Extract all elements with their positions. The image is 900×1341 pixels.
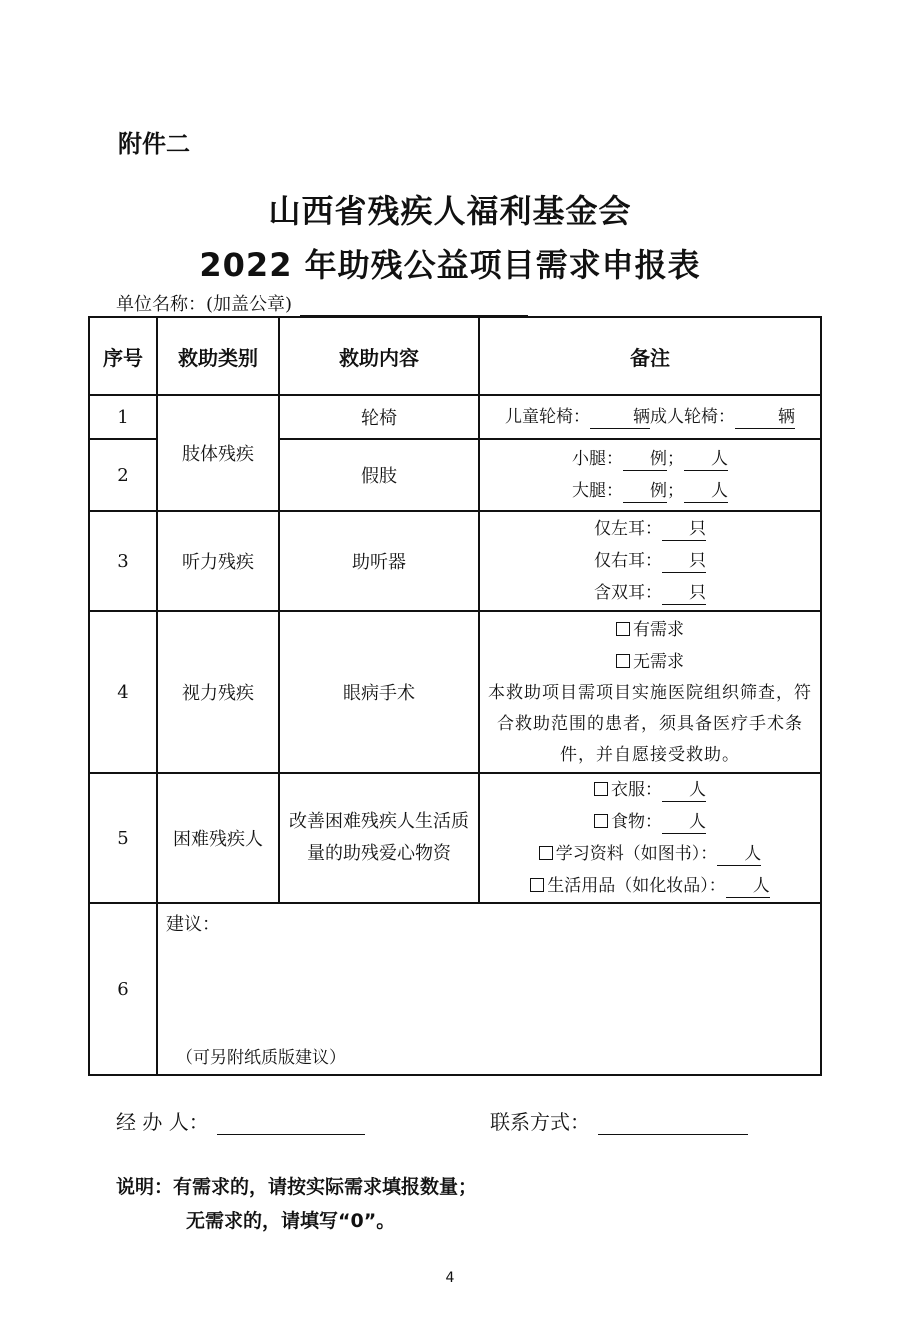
both-ears-field[interactable] [662, 582, 706, 605]
study-checkbox[interactable] [539, 846, 553, 860]
category-needy: 困难残疾人 [157, 773, 279, 903]
calf-case-unit: 例 [650, 449, 667, 469]
daily-label: 生活用品（如化妆品）： [547, 876, 726, 896]
food-label: 食物： [611, 812, 662, 832]
thigh-person-unit: 人 [711, 481, 728, 501]
remark-supplies [479, 773, 821, 903]
calf-separator: ； [667, 449, 684, 469]
left-ear-field[interactable] [662, 518, 706, 541]
explanation-line-2: 无需求的，请填写“0”。 [186, 1210, 396, 1232]
handler-label: 经 办 人： [116, 1110, 209, 1134]
content-supplies: 改善困难残疾人生活质量的助残爱心物资 [279, 773, 479, 903]
header-remark: 备注 [479, 317, 821, 395]
header-seq: 序号 [89, 317, 157, 395]
thigh-separator: ； [667, 481, 684, 501]
header-category: 救助类别 [157, 317, 279, 395]
suggestion-note: （可另附纸质版建议） [176, 1048, 346, 1068]
category-hearing: 听力残疾 [157, 511, 279, 611]
seq-5: 5 [89, 773, 157, 903]
remark-prosthesis [479, 439, 821, 511]
seq-6: 6 [89, 903, 157, 1075]
clothes-checkbox[interactable] [594, 782, 608, 796]
left-ear-unit: 只 [689, 519, 706, 539]
content-hearing-aid: 助听器 [279, 511, 479, 611]
handler-field[interactable] [217, 1112, 365, 1135]
calf-label: 小腿： [572, 449, 623, 469]
seq-2: 2 [89, 439, 157, 511]
study-label: 学习资料（如图书）： [555, 844, 718, 864]
study-field[interactable] [717, 843, 761, 866]
study-unit: 人 [744, 844, 762, 864]
calf-person-field[interactable] [684, 448, 728, 471]
content-eye-surgery: 眼病手术 [279, 611, 479, 773]
table-row-6 [89, 903, 821, 1075]
need-yes-label: 有需求 [633, 619, 684, 640]
contact-label: 联系方式： [490, 1110, 590, 1134]
both-ears-unit: 只 [689, 583, 706, 603]
need-no-label: 无需求 [633, 651, 684, 672]
explanation [116, 1170, 477, 1238]
adult-wheelchair-field[interactable] [735, 406, 795, 429]
adult-wheelchair-label: 成人轮椅： [650, 407, 735, 427]
unit-name-label: 单位名称：(加盖公章) [116, 294, 293, 315]
contact-field[interactable] [598, 1112, 748, 1135]
food-field[interactable] [662, 811, 706, 834]
seq-4: 4 [89, 611, 157, 773]
calf-case-field[interactable] [623, 448, 667, 471]
remark-eye-surgery [479, 611, 821, 773]
thigh-case-unit: 例 [650, 481, 667, 501]
both-ears-label: 含双耳： [594, 583, 662, 603]
category-vision: 视力残疾 [157, 611, 279, 773]
right-ear-label: 仅右耳： [594, 551, 662, 571]
suggestion-area[interactable] [157, 903, 821, 1075]
handler-row [116, 1106, 365, 1135]
unit-name-field[interactable] [300, 295, 528, 316]
right-ear-field[interactable] [662, 550, 706, 573]
thigh-person-field[interactable] [684, 480, 728, 503]
unit-name-row [116, 290, 528, 316]
calf-person-unit: 人 [711, 449, 728, 469]
suggestion-label: 建议： [166, 914, 220, 935]
table-row-4 [89, 611, 821, 773]
title-line-1: 山西省残疾人福利基金会 [268, 192, 632, 230]
seq-1: 1 [89, 395, 157, 439]
food-unit: 人 [689, 812, 706, 832]
title-line-2: 2022 年助残公益项目需求申报表 [199, 246, 701, 284]
table-row-1 [89, 395, 821, 439]
table-row-3 [89, 511, 821, 611]
content-prosthesis: 假肢 [279, 439, 479, 511]
thigh-case-field[interactable] [623, 480, 667, 503]
table-header-row [89, 317, 821, 395]
daily-field[interactable] [726, 875, 770, 898]
seq-3: 3 [89, 511, 157, 611]
category-limb: 肢体残疾 [157, 395, 279, 511]
page-number: 4 [445, 1270, 455, 1286]
child-wheelchair-unit: 辆 [633, 407, 650, 427]
right-ear-unit: 只 [689, 551, 706, 571]
daily-checkbox[interactable] [530, 878, 544, 892]
adult-wheelchair-unit: 辆 [778, 407, 795, 427]
remark-hearing-aid [479, 511, 821, 611]
application-table [88, 316, 822, 1076]
remark-wheelchair [479, 395, 821, 439]
contact-row [490, 1106, 748, 1135]
annex-label: 附件二 [118, 130, 190, 158]
clothes-field[interactable] [662, 779, 706, 802]
child-wheelchair-label: 儿童轮椅： [505, 407, 590, 427]
table-row-5 [89, 773, 821, 903]
content-wheelchair: 轮椅 [279, 395, 479, 439]
eye-surgery-description: 本救助项目需项目实施医院组织筛查，符合救助范围的患者，须具备医疗手术条件，并自愿接受救助。 [488, 682, 812, 765]
need-yes-checkbox[interactable] [616, 622, 630, 636]
clothes-unit: 人 [689, 780, 706, 800]
clothes-label: 衣服： [611, 780, 662, 800]
child-wheelchair-field[interactable] [590, 406, 650, 429]
daily-unit: 人 [752, 876, 770, 896]
need-no-checkbox[interactable] [616, 654, 630, 668]
explanation-line-1: 说明：有需求的，请按实际需求填报数量； [116, 1176, 478, 1198]
food-checkbox[interactable] [594, 814, 608, 828]
thigh-label: 大腿： [572, 481, 623, 501]
left-ear-label: 仅左耳： [594, 519, 662, 539]
header-content: 救助内容 [279, 317, 479, 395]
